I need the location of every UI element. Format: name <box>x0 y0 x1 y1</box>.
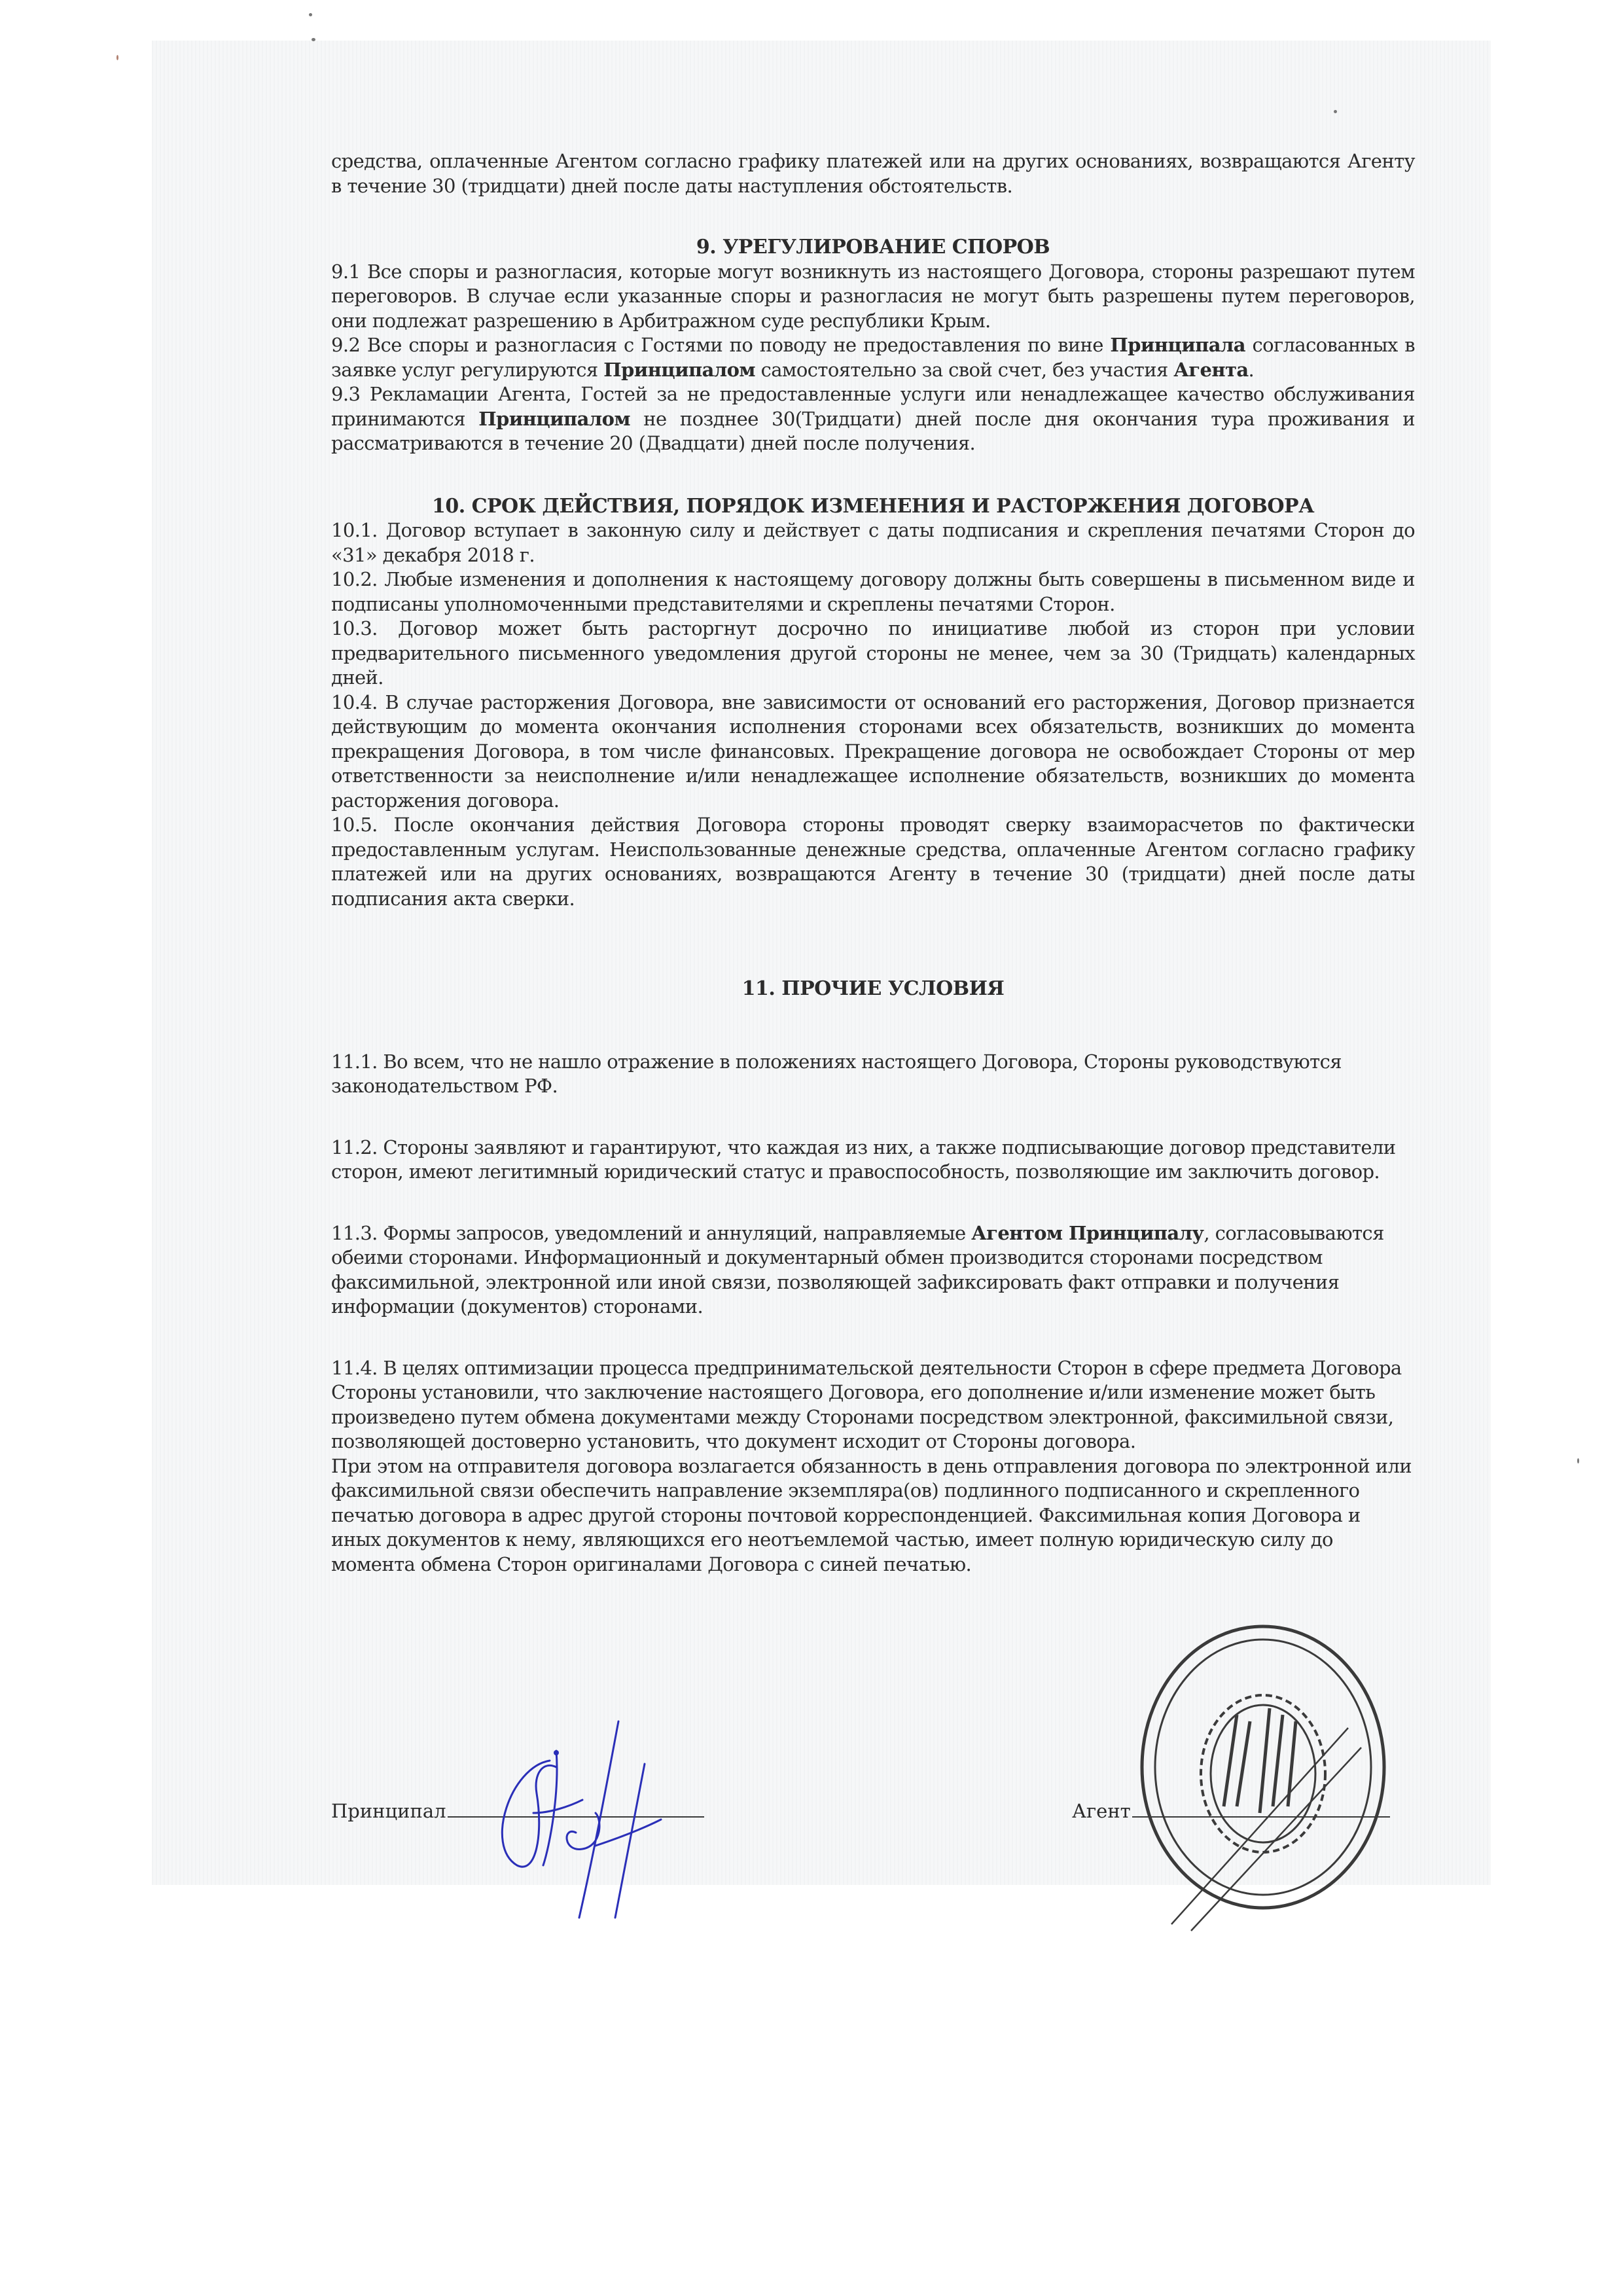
section-11 <box>331 911 1415 1577</box>
scan-speck <box>1334 110 1337 113</box>
section-10-heading: 10. СРОК ДЕЙСТВИЯ, ПОРЯДОК ИЗМЕНЕНИЯ И РАСТОРЖЕНИЯ ДОГОВОРА <box>431 494 1315 518</box>
clause-11-2: 11.2. Стороны заявляют и гарантируют, что каждая из них, а также подписывающие договор представители сторон, имеют легитимный юридический статус и правоспособность, позволяющие им заключить договор. <box>331 1136 1396 1183</box>
clause-9-2: 9.2 Все споры и разногласия с Гостями по поводу не предоставления по вине Принципала согласованных в заявке услуг регулируются Принципалом самостоятельно за свой счет, без участия Агента. <box>331 334 1415 381</box>
document-body <box>331 149 1415 1577</box>
company-stamp-icon <box>1073 1610 1414 1937</box>
clause-11-3: 11.3. Формы запросов, уведомлений и аннуляций, направляемые Агентом Принципалу, согласовываются обеими сторонами. Информационный и документарный обмен производится сторонами посредством факсимильной, электронной или иной связи, позволяющей зафиксировать факт отправки и получения информации (документов) сторонами. <box>331 1221 1384 1318</box>
principal-handwritten-signature-icon <box>471 1715 720 1924</box>
scan-speck <box>1577 1458 1579 1463</box>
intro-paragraph: средства, оплаченные Агентом согласно графику платежей или на других основаниях, возвращаются Агенту в течение 30 (тридцати) дней после даты наступления обстоятельств. <box>331 150 1415 197</box>
agent-label: Агент <box>1072 1800 1131 1822</box>
clause-10-1: 10.1. Договор вступает в законную силу и действует с даты подписания и скрепления печатями Сторон до «31» декабря 2018 г. <box>331 519 1415 566</box>
signature-dot <box>554 1750 559 1755</box>
clause-11-4-continued: При этом на отправителя договора возлагается обязанность в день отправления договора по электронной или факсимильной связи обеспечить направление экземпляра(ов) подлинного подписанного и скрепленного печатью договора в адрес другой стороны почтовой корреспонденцией. Факсимильная копия Договора и иных документов к нему, являющихся его неотъемлемой частью, имеет полную юридическую силу до момента обмена Сторон оригиналами Договора с синей печатью. <box>331 1454 1412 1575</box>
clause-10-4: 10.4. В случае расторжения Договора, вне зависимости от оснований его расторжения, Договор признается действующим до момента окончания исполнения сторонами всех обязательств, возникших до момента прекращения Договора, в том числе финансовых. Прекращение договора не освобождает Стороны от мер ответственности за неисполнение и/или ненадлежащее исполнение обязательств, возникших до момента расторжения договора. <box>331 691 1415 812</box>
clause-10-3: 10.3. Договор может быть расторгнут досрочно по инициативе любой из сторон при условии предварительного письменного уведомления другой стороны не менее, чем за 30 (Тридцать) календарных дней. <box>331 617 1415 689</box>
clause-11-1: 11.1. Во всем, что не нашло отражение в положениях настоящего Договора, Стороны руководствуются законодательством РФ. <box>331 1050 1342 1097</box>
section-9-heading: 9. УРЕГУЛИРОВАНИЕ СПОРОВ <box>696 236 1050 259</box>
section-11-heading: 11. ПРОЧИЕ УСЛОВИЯ <box>741 977 1005 1000</box>
scan-speck <box>116 55 118 60</box>
scan-speck <box>312 38 315 41</box>
clause-9-1: 9.1 Все споры и разногласия, которые могут возникнуть из настоящего Договора, стороны разрешают путем переговоров. В случае если указанные споры и разногласия не могут быть разрешены путем переговоров, они подлежат разрешению в Арбитражном суде республики Крым. <box>331 260 1415 332</box>
clause-9-3: 9.3 Рекламации Агента, Гостей за не предоставленные услуги или ненадлежащее качество обслуживания принимаются Принципалом не позднее 30(Тридцати) дней после дня окончания тура проживания и рассматриваются в течение 20 (Двадцати) дней после получения. <box>331 383 1415 454</box>
principal-label: Принципал <box>331 1800 446 1822</box>
clause-10-2: 10.2. Любые изменения и дополнения к настоящему договору должны быть совершены в письменном виде и подписаны уполномоченными представителями и скреплены печатями Сторон. <box>331 568 1415 615</box>
clause-11-4: 11.4. В целях оптимизации процесса предпринимательской деятельности Сторон в сфере предмета Договора Стороны установили, что заключение настоящего Договора, его дополнение и/или изменение может быть произведено путем обмена документами между Сторонами посредством электронной, факсимильной связи, позволяющей достоверно установить, что документ исходит от Стороны договора. <box>331 1356 1402 1452</box>
scan-speck <box>309 13 312 16</box>
clause-10-5: 10.5. После окончания действия Договора стороны проводят сверку взаиморасчетов по фактически предоставленным услугам. Неиспользованные денежные средства, оплаченные Агентом согласно графику платежей или на других основаниях, возвращаются Агенту в течение 30 (тридцати) дней после даты подписания акта сверки. <box>331 814 1415 910</box>
